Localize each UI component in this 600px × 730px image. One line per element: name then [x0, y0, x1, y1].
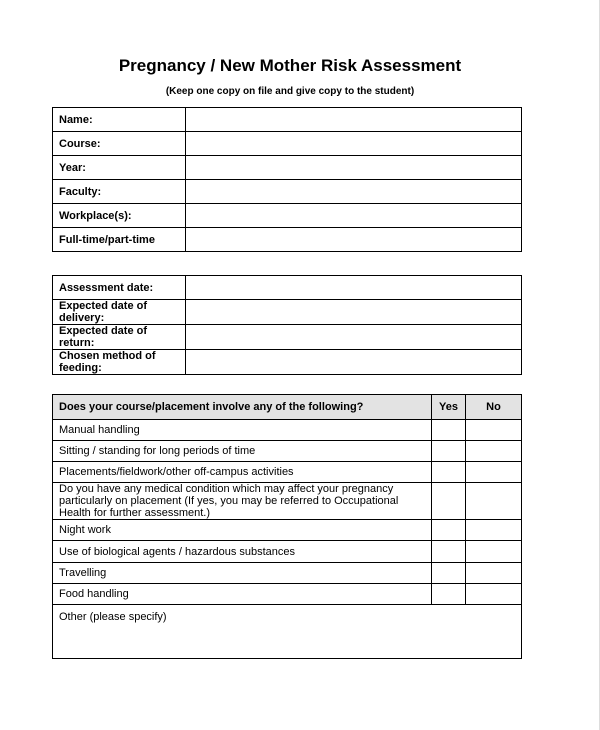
details-input[interactable] — [186, 156, 522, 180]
dates-table — [52, 275, 522, 375]
dates-row — [53, 276, 522, 300]
dates-label: Assessment date: — [53, 276, 186, 300]
checklist-row — [53, 520, 522, 541]
checklist-item-label: Manual handling — [53, 420, 432, 441]
details-row — [53, 132, 522, 156]
yes-checkbox-cell[interactable] — [432, 520, 466, 541]
dates-row — [53, 325, 522, 350]
dates-input[interactable] — [186, 350, 522, 375]
risk-checklist-table — [52, 394, 522, 659]
no-checkbox-cell[interactable] — [466, 541, 522, 563]
details-row — [53, 108, 522, 132]
checklist-row — [53, 462, 522, 483]
yes-header: Yes — [432, 395, 466, 420]
details-input[interactable] — [186, 228, 522, 252]
checklist-item-label: Do you have any medical condition which may affect your pregnancy particularly on placement (If yes, you may be referred to Occupational Health for further assessment.) — [53, 483, 432, 520]
checklist-item-label: Night work — [53, 520, 432, 541]
details-input[interactable] — [186, 132, 522, 156]
details-label: Faculty: — [53, 180, 186, 204]
dates-label: Expected date of return: — [53, 325, 186, 350]
other-label: Other (please specify) — [59, 611, 167, 623]
details-row — [53, 180, 522, 204]
details-label: Name: — [53, 108, 186, 132]
checklist-item-label: Travelling — [53, 563, 432, 584]
details-label: Full-time/part-time — [53, 228, 186, 252]
no-checkbox-cell[interactable] — [466, 563, 522, 584]
other-specify-field[interactable] — [53, 605, 522, 659]
checklist-item-label: Sitting / standing for long periods of time — [53, 441, 432, 462]
checklist-row — [53, 483, 522, 520]
details-input[interactable] — [186, 108, 522, 132]
yes-checkbox-cell[interactable] — [432, 462, 466, 483]
details-input[interactable] — [186, 204, 522, 228]
checklist-row — [53, 584, 522, 605]
dates-input[interactable] — [186, 325, 522, 350]
yes-checkbox-cell[interactable] — [432, 483, 466, 520]
no-checkbox-cell[interactable] — [466, 520, 522, 541]
details-label: Workplace(s): — [53, 204, 186, 228]
document-title: Pregnancy / New Mother Risk Assessment — [118, 56, 462, 75]
yes-checkbox-cell[interactable] — [432, 441, 466, 462]
dates-row — [53, 300, 522, 325]
no-checkbox-cell[interactable] — [466, 420, 522, 441]
dates-label: Expected date of delivery: — [53, 300, 186, 325]
dates-row — [53, 350, 522, 375]
document-subtitle: (Keep one copy on file and give copy to the student) — [165, 86, 415, 97]
checklist-item-label: Use of biological agents / hazardous substances — [53, 541, 432, 563]
personal-details-table — [52, 107, 522, 252]
details-row — [53, 204, 522, 228]
checklist-item-label: Placements/fieldwork/other off-campus activities — [53, 462, 432, 483]
dates-label: Chosen method of feeding: — [53, 350, 186, 375]
no-checkbox-cell[interactable] — [466, 462, 522, 483]
dates-input[interactable] — [186, 300, 522, 325]
details-input[interactable] — [186, 180, 522, 204]
no-checkbox-cell[interactable] — [466, 441, 522, 462]
no-checkbox-cell[interactable] — [466, 483, 522, 520]
dates-input[interactable] — [186, 276, 522, 300]
checklist-item-label: Food handling — [53, 584, 432, 605]
no-checkbox-cell[interactable] — [466, 584, 522, 605]
details-row — [53, 228, 522, 252]
yes-checkbox-cell[interactable] — [432, 584, 466, 605]
details-row — [53, 156, 522, 180]
checklist-question-header: Does your course/placement involve any of the following? — [53, 395, 432, 420]
no-header: No — [466, 395, 522, 420]
details-label: Year: — [53, 156, 186, 180]
yes-checkbox-cell[interactable] — [432, 541, 466, 563]
checklist-row — [53, 420, 522, 441]
checklist-row — [53, 563, 522, 584]
checklist-row — [53, 441, 522, 462]
yes-checkbox-cell[interactable] — [432, 563, 466, 584]
yes-checkbox-cell[interactable] — [432, 420, 466, 441]
other-row — [53, 605, 522, 659]
checklist-row — [53, 541, 522, 563]
details-label: Course: — [53, 132, 186, 156]
